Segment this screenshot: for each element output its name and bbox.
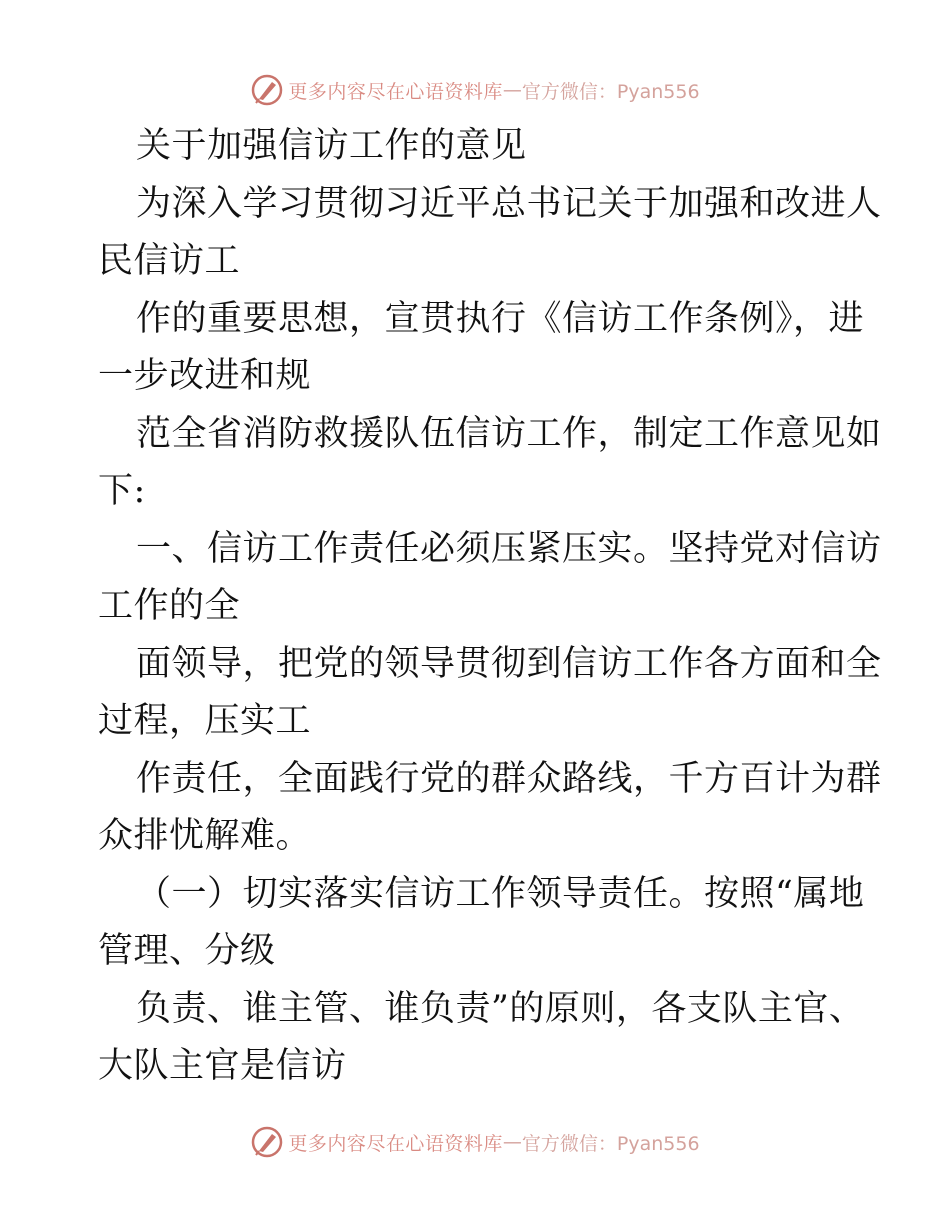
feather-pen-logo-icon: [250, 73, 284, 107]
feather-pen-logo-icon: [250, 1125, 284, 1159]
watermark-dash: —: [502, 1131, 522, 1153]
paragraph-line: 大队主官是信访: [98, 1046, 347, 1086]
watermark-brand: 更多内容尽在心语资料库: [288, 80, 503, 103]
paragraph-line: 管理、分级: [98, 931, 276, 971]
paragraph-line: 众排忧解难。: [98, 816, 312, 856]
paragraph-line: 面领导，把党的领导贯彻到信访工作各方面和全: [136, 643, 882, 684]
paragraph-line: 为深入学习贯彻习近平总书记关于加强和改进人: [136, 183, 882, 224]
document-title: 关于加强信访工作的意见: [136, 126, 527, 166]
paragraph-line: 下:: [98, 471, 146, 511]
watermark-account: 官方微信：Pyan556: [521, 1132, 700, 1155]
footer-watermark: [0, 1122, 950, 1162]
subsection-heading-line: （一）切实落实信访工作领导责任。按照“属地: [136, 873, 865, 914]
paragraph-line: 一步改进和规: [98, 356, 312, 396]
paragraph-line: 负责、谁主管、谁负责”的原则，各支队主官、: [136, 988, 865, 1029]
paragraph-line: 民信访工: [98, 241, 241, 281]
document-body: [98, 118, 882, 1096]
watermark-account: 官方微信：Pyan556: [521, 80, 700, 103]
header-watermark: [0, 70, 950, 110]
paragraph-line: 过程，压实工: [98, 701, 312, 741]
watermark-dash: —: [502, 79, 522, 101]
paragraph-line: 作责任，全面践行党的群众路线，千方百计为群: [136, 758, 882, 799]
paragraph-line: 工作的全: [98, 586, 241, 626]
paragraph-line: 作的重要思想，宣贯执行《信访工作条例》，进: [136, 298, 865, 339]
paragraph-line: 范全省消防救援队伍信访工作，制定工作意见如: [136, 413, 882, 454]
section-heading-line: 一、信访工作责任必须压紧压实。坚持党对信访: [136, 528, 882, 569]
watermark-brand: 更多内容尽在心语资料库: [288, 1132, 503, 1155]
